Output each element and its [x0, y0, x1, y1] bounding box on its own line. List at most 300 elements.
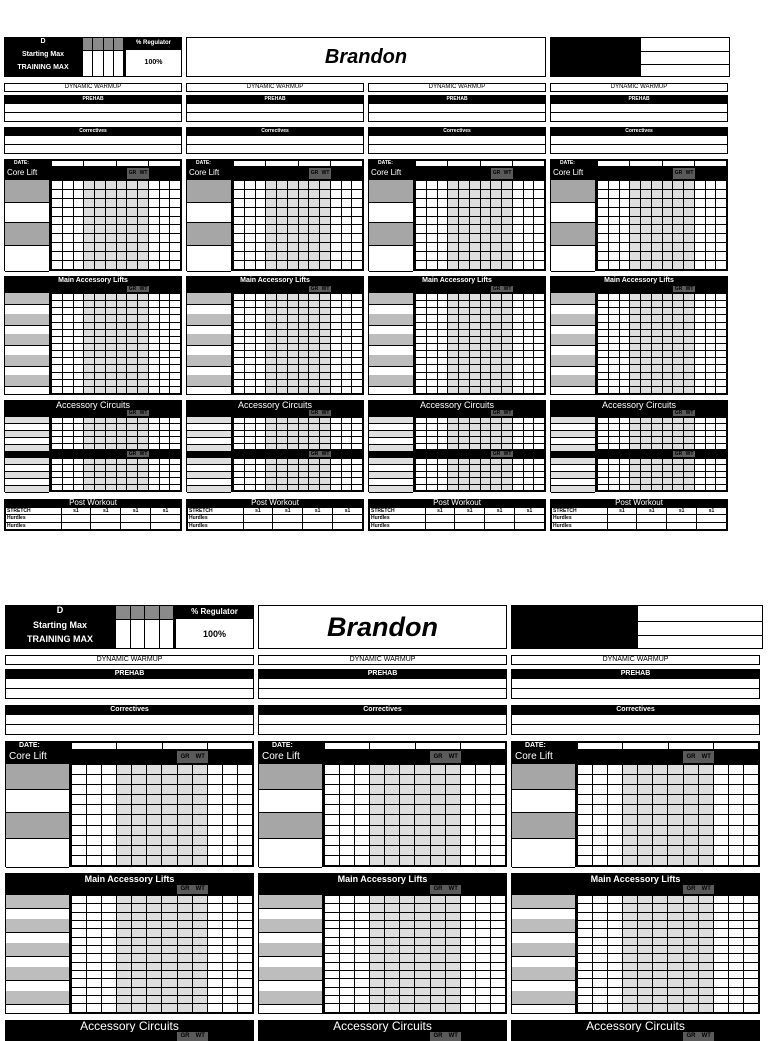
log-cell[interactable] — [159, 329, 170, 336]
log-cell[interactable] — [117, 1004, 132, 1013]
log-cell[interactable] — [244, 329, 255, 336]
log-cell[interactable] — [309, 336, 320, 343]
log-cell[interactable] — [341, 365, 352, 372]
log-cell[interactable] — [512, 443, 523, 449]
post-cell[interactable] — [151, 522, 181, 529]
log-cell[interactable] — [320, 243, 331, 252]
log-cell[interactable] — [728, 845, 743, 855]
log-cell[interactable] — [683, 971, 698, 979]
log-cell[interactable] — [255, 386, 266, 393]
log-cell[interactable] — [534, 189, 545, 198]
log-cell[interactable] — [147, 835, 162, 845]
log-cell[interactable] — [255, 343, 266, 350]
log-cell[interactable] — [341, 379, 352, 386]
log-cell[interactable] — [309, 216, 320, 225]
log-cell[interactable] — [698, 912, 713, 920]
log-cell[interactable] — [630, 308, 641, 315]
log-cell[interactable] — [127, 181, 138, 190]
log-cell[interactable] — [325, 795, 340, 805]
log-cell[interactable] — [116, 372, 127, 379]
log-cell[interactable] — [426, 365, 437, 372]
log-cell[interactable] — [743, 954, 758, 962]
log-cell[interactable] — [84, 365, 95, 372]
log-cell[interactable] — [116, 365, 127, 372]
post-cell[interactable]: s1 — [697, 508, 727, 515]
log-cell[interactable] — [437, 189, 448, 198]
post-cell[interactable] — [515, 515, 545, 522]
log-cell[interactable] — [52, 386, 63, 393]
log-cell[interactable] — [608, 962, 623, 970]
log-cell[interactable] — [298, 234, 309, 243]
log-cell[interactable] — [416, 161, 448, 167]
log-cell[interactable] — [385, 815, 400, 825]
log-cell[interactable] — [102, 962, 117, 970]
log-cell[interactable] — [694, 198, 705, 207]
log-cell[interactable] — [437, 181, 448, 190]
log-cell[interactable] — [469, 261, 480, 270]
log-cell[interactable] — [105, 189, 116, 198]
log-cell[interactable] — [117, 996, 132, 1004]
log-cell[interactable] — [330, 379, 341, 386]
log-cell[interactable] — [653, 987, 668, 995]
log-cell[interactable] — [73, 294, 84, 301]
log-cell[interactable] — [148, 301, 159, 308]
log-cell[interactable] — [638, 912, 653, 920]
log-cell[interactable] — [234, 443, 245, 449]
log-cell[interactable] — [298, 181, 309, 190]
log-cell[interactable] — [683, 855, 698, 865]
log-cell[interactable] — [448, 336, 459, 343]
log-cell[interactable] — [72, 743, 117, 750]
log-cell[interactable] — [630, 322, 641, 329]
log-cell[interactable] — [298, 294, 309, 301]
log-cell[interactable] — [370, 996, 385, 1004]
log-cell[interactable] — [352, 343, 363, 350]
core-lift-names[interactable] — [368, 179, 414, 271]
log-cell[interactable] — [630, 372, 641, 379]
log-cell[interactable] — [177, 946, 192, 954]
log-cell[interactable] — [578, 805, 593, 815]
log-cell[interactable] — [694, 372, 705, 379]
log-cell[interactable] — [653, 996, 668, 1004]
log-cell[interactable] — [148, 343, 159, 350]
log-cell[interactable] — [170, 216, 181, 225]
log-cell[interactable] — [162, 979, 177, 987]
log-cell[interactable] — [266, 484, 277, 490]
log-cell[interactable] — [608, 484, 619, 490]
post-cell[interactable] — [485, 515, 515, 522]
log-cell[interactable] — [117, 937, 132, 945]
log-cell[interactable] — [244, 189, 255, 198]
log-cell[interactable] — [309, 379, 320, 386]
log-cell[interactable] — [352, 308, 363, 315]
log-cell[interactable] — [445, 855, 460, 865]
log-cell[interactable] — [728, 765, 743, 775]
log-cell[interactable] — [298, 386, 309, 393]
log-cell[interactable] — [117, 954, 132, 962]
log-cell[interactable] — [673, 484, 684, 490]
log-cell[interactable] — [684, 336, 695, 343]
log-cell[interactable] — [400, 795, 415, 805]
log-cell[interactable] — [716, 261, 727, 270]
log-cell[interactable] — [743, 996, 758, 1004]
log-cell[interactable] — [132, 855, 147, 865]
log-cell[interactable] — [370, 775, 385, 785]
log-cell[interactable] — [95, 315, 106, 322]
log-cell[interactable] — [72, 996, 87, 1004]
log-cell[interactable] — [309, 294, 320, 301]
log-cell[interactable] — [698, 765, 713, 775]
log-cell[interactable] — [460, 937, 475, 945]
log-cell[interactable] — [475, 962, 490, 970]
log-cell[interactable] — [608, 795, 623, 805]
log-cell[interactable] — [469, 322, 480, 329]
log-cell[interactable] — [234, 386, 245, 393]
log-cell[interactable] — [95, 301, 106, 308]
log-cell[interactable] — [87, 954, 102, 962]
log-cell[interactable] — [653, 825, 668, 835]
log-cell[interactable] — [490, 929, 505, 937]
log-cell[interactable] — [459, 294, 470, 301]
log-cell[interactable] — [469, 243, 480, 252]
log-cell[interactable] — [147, 912, 162, 920]
log-cell[interactable] — [352, 225, 363, 234]
log-cell[interactable] — [117, 929, 132, 937]
log-cell[interactable] — [234, 261, 245, 270]
log-cell[interactable] — [713, 1004, 728, 1013]
log-cell[interactable] — [653, 845, 668, 855]
log-cell[interactable] — [72, 785, 87, 795]
log-cell[interactable] — [148, 365, 159, 372]
log-cell[interactable] — [698, 937, 713, 945]
log-cell[interactable] — [287, 207, 298, 216]
log-cell[interactable] — [448, 329, 459, 336]
log-cell[interactable] — [619, 294, 630, 301]
log-cell[interactable] — [668, 921, 683, 929]
log-cell[interactable] — [266, 261, 277, 270]
log-cell[interactable] — [117, 765, 132, 775]
log-cell[interactable] — [255, 372, 266, 379]
log-cell[interactable] — [694, 343, 705, 350]
log-cell[interactable] — [132, 946, 147, 954]
log-cell[interactable] — [266, 322, 277, 329]
log-cell[interactable] — [491, 329, 502, 336]
log-cell[interactable] — [415, 979, 430, 987]
log-cell[interactable] — [705, 243, 716, 252]
log-cell[interactable] — [491, 207, 502, 216]
log-cell[interactable] — [147, 946, 162, 954]
log-cell[interactable] — [266, 308, 277, 315]
log-cell[interactable] — [255, 308, 266, 315]
log-cell[interactable] — [102, 855, 117, 865]
log-cell[interactable] — [287, 261, 298, 270]
log-cell[interactable] — [325, 962, 340, 970]
log-cell[interactable] — [668, 962, 683, 970]
log-cell[interactable] — [162, 962, 177, 970]
log-cell[interactable] — [244, 372, 255, 379]
log-cell[interactable] — [480, 252, 491, 261]
log-cell[interactable] — [641, 301, 652, 308]
log-cell[interactable] — [630, 386, 641, 393]
log-cell[interactable] — [430, 825, 445, 835]
log-cell[interactable] — [416, 351, 427, 358]
log-cell[interactable] — [638, 937, 653, 945]
log-cell[interactable] — [287, 198, 298, 207]
log-cell[interactable] — [430, 937, 445, 945]
log-cell[interactable] — [619, 372, 630, 379]
log-cell[interactable] — [694, 301, 705, 308]
log-cell[interactable] — [705, 234, 716, 243]
log-cell[interactable] — [309, 315, 320, 322]
log-cell[interactable] — [713, 937, 728, 945]
log-cell[interactable] — [400, 904, 415, 912]
log-cell[interactable] — [116, 161, 148, 167]
accessory-lift-names[interactable] — [511, 894, 576, 1014]
core-lift-names[interactable] — [4, 179, 50, 271]
log-cell[interactable] — [385, 996, 400, 1004]
log-cell[interactable] — [716, 189, 727, 198]
log-cell[interactable] — [132, 1004, 147, 1013]
log-cell[interactable] — [641, 294, 652, 301]
log-cell[interactable] — [673, 443, 684, 449]
log-cell[interactable] — [52, 189, 63, 198]
log-cell[interactable] — [475, 946, 490, 954]
log-cell[interactable] — [534, 372, 545, 379]
log-cell[interactable] — [277, 181, 288, 190]
log-cell[interactable] — [416, 301, 427, 308]
log-cell[interactable] — [95, 225, 106, 234]
log-cell[interactable] — [52, 301, 63, 308]
log-cell[interactable] — [469, 379, 480, 386]
log-cell[interactable] — [437, 365, 448, 372]
log-cell[interactable] — [400, 845, 415, 855]
log-cell[interactable] — [491, 365, 502, 372]
log-cell[interactable] — [728, 954, 743, 962]
log-cell[interactable] — [728, 912, 743, 920]
log-cell[interactable] — [237, 971, 252, 979]
log-cell[interactable] — [619, 329, 630, 336]
log-cell[interactable] — [651, 181, 662, 190]
log-cell[interactable] — [105, 329, 116, 336]
log-cell[interactable] — [192, 855, 207, 865]
log-cell[interactable] — [170, 189, 181, 198]
log-cell[interactable] — [298, 329, 309, 336]
log-cell[interactable] — [480, 261, 491, 270]
log-cell[interactable] — [87, 896, 102, 904]
log-cell[interactable] — [490, 912, 505, 920]
date-cells[interactable] — [596, 159, 728, 168]
log-cell[interactable] — [192, 795, 207, 805]
log-cell[interactable] — [237, 996, 252, 1004]
post-cell[interactable]: s1 — [243, 508, 273, 515]
log-cell[interactable] — [638, 971, 653, 979]
log-cell[interactable] — [234, 336, 245, 343]
circuit-names[interactable] — [4, 416, 50, 451]
log-cell[interactable] — [490, 835, 505, 845]
log-cell[interactable] — [207, 937, 222, 945]
log-cell[interactable] — [222, 785, 237, 795]
log-cell[interactable] — [716, 365, 727, 372]
log-cell[interactable] — [117, 785, 132, 795]
log-cell[interactable] — [534, 252, 545, 261]
log-cell[interactable] — [728, 946, 743, 954]
log-cell[interactable] — [138, 379, 149, 386]
log-cell[interactable] — [325, 743, 370, 750]
log-cell[interactable] — [170, 351, 181, 358]
log-cell[interactable] — [480, 308, 491, 315]
log-cell[interactable] — [683, 805, 698, 815]
log-cell[interactable] — [138, 225, 149, 234]
log-cell[interactable] — [138, 261, 149, 270]
log-cell[interactable] — [277, 308, 288, 315]
log-cell[interactable] — [385, 987, 400, 995]
log-cell[interactable] — [244, 365, 255, 372]
main-accessory-grid[interactable] — [323, 894, 507, 1014]
log-cell[interactable] — [426, 252, 437, 261]
log-cell[interactable] — [370, 971, 385, 979]
log-cell[interactable] — [475, 937, 490, 945]
log-cell[interactable] — [138, 386, 149, 393]
log-cell[interactable] — [234, 315, 245, 322]
log-cell[interactable] — [234, 252, 245, 261]
log-cell[interactable] — [87, 835, 102, 845]
log-cell[interactable] — [341, 234, 352, 243]
log-cell[interactable] — [147, 825, 162, 835]
log-cell[interactable] — [512, 301, 523, 308]
log-cell[interactable] — [73, 351, 84, 358]
log-cell[interactable] — [309, 322, 320, 329]
log-cell[interactable] — [683, 904, 698, 912]
log-cell[interactable] — [116, 261, 127, 270]
log-cell[interactable] — [623, 805, 638, 815]
log-cell[interactable] — [512, 372, 523, 379]
log-cell[interactable] — [512, 189, 523, 198]
log-cell[interactable] — [385, 954, 400, 962]
post-cell[interactable] — [637, 522, 667, 529]
log-cell[interactable] — [244, 198, 255, 207]
log-cell[interactable] — [668, 996, 683, 1004]
log-cell[interactable] — [277, 243, 288, 252]
log-cell[interactable] — [684, 322, 695, 329]
log-cell[interactable] — [651, 225, 662, 234]
log-cell[interactable] — [578, 845, 593, 855]
log-cell[interactable] — [255, 261, 266, 270]
log-cell[interactable] — [72, 912, 87, 920]
log-cell[interactable] — [72, 805, 87, 815]
log-cell[interactable] — [598, 243, 609, 252]
log-cell[interactable] — [713, 987, 728, 995]
log-cell[interactable] — [683, 962, 698, 970]
log-cell[interactable] — [480, 372, 491, 379]
log-cell[interactable] — [694, 225, 705, 234]
log-cell[interactable] — [743, 825, 758, 835]
log-cell[interactable] — [598, 308, 609, 315]
post-cell[interactable] — [515, 522, 545, 529]
post-cell[interactable] — [61, 515, 91, 522]
log-cell[interactable] — [716, 181, 727, 190]
log-cell[interactable] — [728, 825, 743, 835]
log-cell[interactable] — [207, 946, 222, 954]
log-cell[interactable] — [62, 315, 73, 322]
log-cell[interactable] — [320, 379, 331, 386]
log-cell[interactable] — [62, 181, 73, 190]
log-cell[interactable] — [460, 775, 475, 785]
log-cell[interactable] — [673, 252, 684, 261]
log-cell[interactable] — [320, 308, 331, 315]
log-cell[interactable] — [608, 329, 619, 336]
log-cell[interactable] — [148, 329, 159, 336]
prehab-lines[interactable] — [4, 104, 182, 122]
log-cell[interactable] — [385, 912, 400, 920]
log-cell[interactable] — [460, 765, 475, 775]
log-cell[interactable] — [502, 336, 513, 343]
log-cell[interactable] — [448, 351, 459, 358]
log-cell[interactable] — [475, 971, 490, 979]
log-cell[interactable] — [87, 1004, 102, 1013]
log-cell[interactable] — [266, 351, 277, 358]
log-cell[interactable] — [352, 336, 363, 343]
log-cell[interactable] — [73, 261, 84, 270]
log-cell[interactable] — [132, 896, 147, 904]
log-cell[interactable] — [370, 921, 385, 929]
log-cell[interactable] — [325, 775, 340, 785]
log-cell[interactable] — [523, 252, 534, 261]
log-cell[interactable] — [705, 294, 716, 301]
log-cell[interactable] — [502, 386, 513, 393]
log-cell[interactable] — [651, 301, 662, 308]
log-cell[interactable] — [138, 189, 149, 198]
log-cell[interactable] — [445, 904, 460, 912]
log-cell[interactable] — [430, 775, 445, 785]
log-cell[interactable] — [237, 795, 252, 805]
log-cell[interactable] — [370, 954, 385, 962]
log-cell[interactable] — [694, 261, 705, 270]
log-cell[interactable] — [266, 315, 277, 322]
log-cell[interactable] — [475, 904, 490, 912]
log-cell[interactable] — [325, 805, 340, 815]
log-cell[interactable] — [105, 386, 116, 393]
log-cell[interactable] — [480, 484, 491, 490]
log-cell[interactable] — [662, 343, 673, 350]
log-cell[interactable] — [512, 343, 523, 350]
log-cell[interactable] — [475, 835, 490, 845]
log-cell[interactable] — [370, 896, 385, 904]
log-cell[interactable] — [400, 954, 415, 962]
log-cell[interactable] — [638, 996, 653, 1004]
log-cell[interactable] — [415, 795, 430, 805]
log-cell[interactable] — [162, 775, 177, 785]
log-cell[interactable] — [244, 358, 255, 365]
log-cell[interactable] — [244, 243, 255, 252]
log-cell[interactable] — [148, 358, 159, 365]
log-cell[interactable] — [638, 765, 653, 775]
log-cell[interactable] — [341, 336, 352, 343]
log-cell[interactable] — [437, 294, 448, 301]
log-cell[interactable] — [117, 971, 132, 979]
log-cell[interactable] — [352, 243, 363, 252]
log-cell[interactable] — [705, 315, 716, 322]
log-cell[interactable] — [352, 301, 363, 308]
log-cell[interactable] — [330, 372, 341, 379]
log-cell[interactable] — [705, 336, 716, 343]
log-cell[interactable] — [630, 234, 641, 243]
log-cell[interactable] — [608, 996, 623, 1004]
log-cell[interactable] — [684, 386, 695, 393]
log-cell[interactable] — [673, 351, 684, 358]
log-cell[interactable] — [355, 1004, 370, 1013]
log-cell[interactable] — [630, 358, 641, 365]
log-cell[interactable] — [416, 336, 427, 343]
